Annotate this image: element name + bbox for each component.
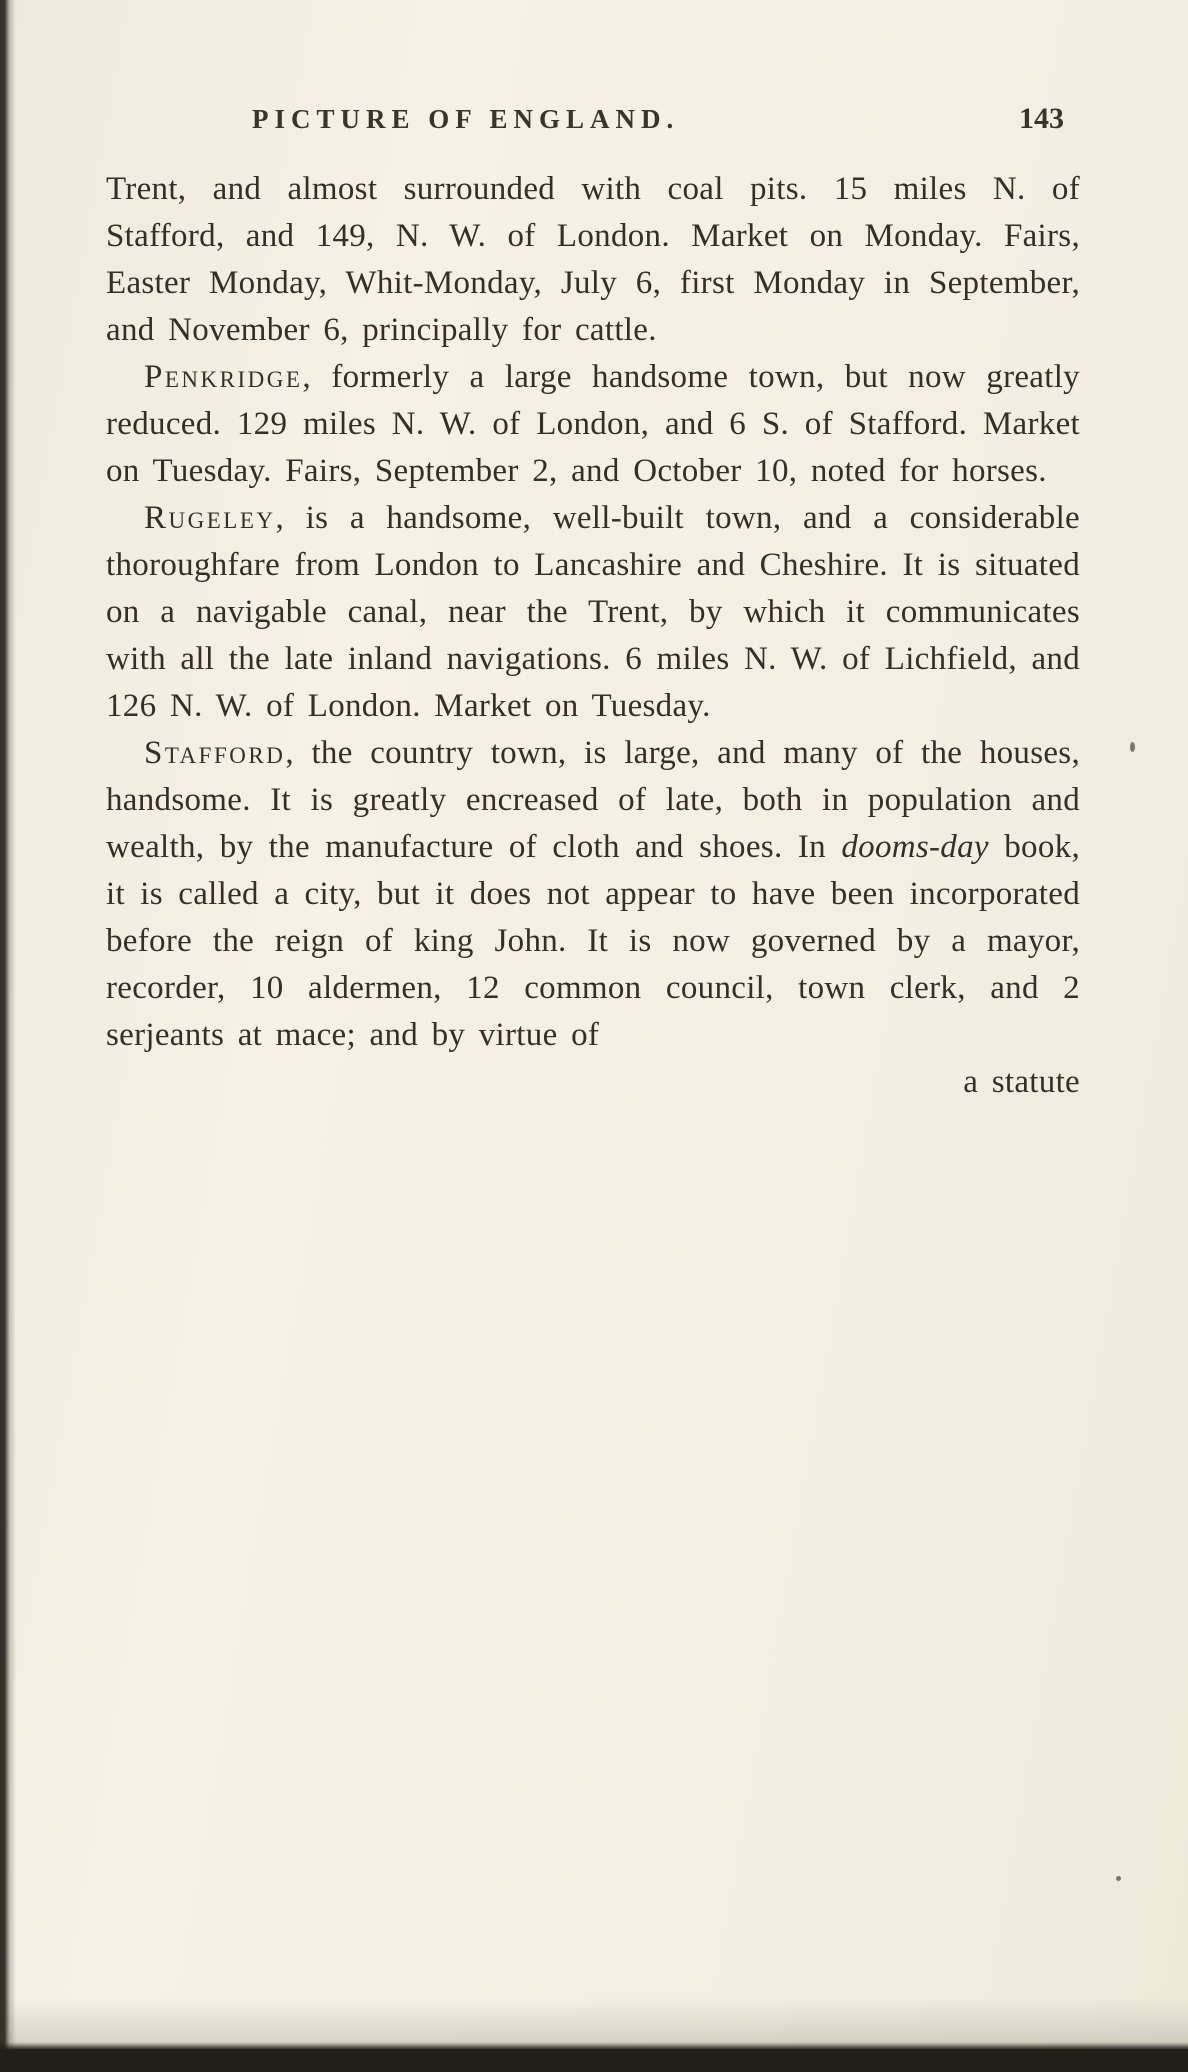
paragraph-trent xyxy=(106,166,1080,354)
town-name-rugeley: Rugeley xyxy=(144,500,276,536)
paragraph-stafford xyxy=(106,730,1080,1059)
ink-speck xyxy=(1116,1876,1121,1881)
italic-doomsday: dooms-day xyxy=(841,829,989,865)
catchword xyxy=(106,1059,1080,1106)
scan-shadow-bottom xyxy=(0,1998,1188,2048)
paragraph-text: , is a handsome, well-built town, and a considerable thoroughfare from London to Lancashire and Cheshire. It is situated on a navigable canal, near the Trent, by which it communicates with all the late inland navigations. 6 miles N. W. of Lichfield, and 126 N. W. of London. Market on Tuesday. xyxy=(106,500,1080,724)
page-number: 143 xyxy=(1019,102,1064,135)
paragraph-rugeley xyxy=(106,495,1080,730)
paragraph-text: , formerly a large handsome town, but now greatly reduced. 129 miles N. W. of London, and 6 S. of Stafford. Market on Tuesday. Fairs, September 2, and October 10, noted for horses. xyxy=(106,359,1080,489)
scan-edge-bottom xyxy=(0,2042,1188,2072)
town-name-penkridge: Penkridge xyxy=(144,359,303,395)
scan-edge-left xyxy=(0,0,16,2072)
town-name-stafford: Stafford xyxy=(144,735,286,771)
paragraph-penkridge xyxy=(106,354,1080,495)
ink-speck xyxy=(1130,742,1135,752)
paragraph-text: Trent, and almost surrounded with coal pits. 15 miles N. of Stafford, and 149, N. W. of London. Market on Monday. Fairs, Easter Monday, Whit-Monday, July 6, first Monday in September, and November 6, principally for cattle. xyxy=(106,171,1080,348)
catchword-text: a statute xyxy=(963,1064,1080,1100)
running-title: PICTURE OF ENGLAND. xyxy=(252,104,680,134)
paragraph-text: book, it is called a city, but it does not appear to have been incorporated before the reign of king John. It is now governed by a mayor, recorder, 10 aldermen, 12 common council, town clerk, and 2 serjeants at mace; and by virtue of xyxy=(106,829,1080,1053)
paragraph-text: , the country town, is large, and many of the houses, handsome. It is greatly encreased of late, both in population and wealth, by the manufacture of cloth and shoes. In xyxy=(106,735,1080,865)
page-header xyxy=(106,100,1080,144)
text-block xyxy=(106,166,1080,1106)
